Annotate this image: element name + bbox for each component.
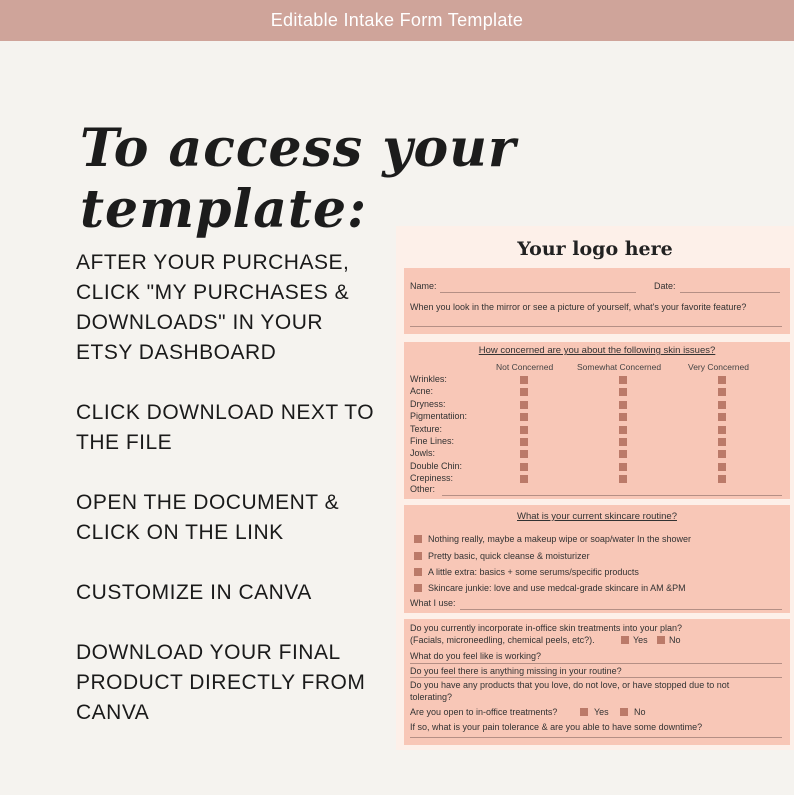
routine-option-3: A little extra: basics + some serums/specific products bbox=[428, 567, 639, 577]
routine-option-4: Skincare junkie: love and use medcal-grade skincare in AM &PM bbox=[428, 583, 686, 593]
intake-form-preview bbox=[396, 226, 794, 750]
open-to-treatments-question: Are you open to in-office treatments? bbox=[410, 707, 558, 717]
treatments-yes-checkbox[interactable] bbox=[621, 636, 629, 644]
treatments-no-checkbox[interactable] bbox=[657, 636, 665, 644]
skin-issue-checkbox[interactable] bbox=[520, 426, 528, 434]
skin-issue-checkbox[interactable] bbox=[520, 463, 528, 471]
skin-issue-label: Fine Lines: bbox=[410, 436, 455, 446]
skin-issue-checkbox[interactable] bbox=[520, 475, 528, 483]
step-5: DOWNLOAD YOUR FINAL PRODUCT DIRECTLY FROM CANVA bbox=[76, 641, 366, 724]
treatments-question-line1: Do you currently incorporate in-office skin treatments into your plan? bbox=[410, 623, 682, 633]
routine-checkbox-1[interactable] bbox=[414, 535, 422, 543]
skin-concerns-title: How concerned are you about the following skin issues? bbox=[478, 345, 716, 356]
skin-issue-checkbox[interactable] bbox=[520, 438, 528, 446]
date-label: Date: bbox=[654, 281, 676, 291]
skin-issue-label: Wrinkles: bbox=[410, 374, 447, 384]
other-label: Other: bbox=[410, 484, 436, 494]
favorite-feature-question: When you look in the mirror or see a picture of yourself, what's your favorite feature? bbox=[410, 302, 747, 312]
skin-issue-label: Pigmentatiion: bbox=[410, 411, 468, 422]
date-line bbox=[680, 292, 780, 293]
section-skincare-routine bbox=[404, 505, 790, 613]
what-i-use-line bbox=[460, 609, 782, 610]
open-yes-label: Yes bbox=[594, 707, 609, 717]
routine-checkbox-4[interactable] bbox=[414, 584, 422, 592]
missing-line bbox=[410, 677, 782, 678]
skin-issue-checkbox[interactable] bbox=[520, 413, 528, 421]
skin-issue-checkbox[interactable] bbox=[718, 376, 726, 384]
skin-issue-label: Texture: bbox=[410, 423, 443, 434]
instruction-steps bbox=[76, 248, 376, 728]
skin-issue-checkbox[interactable] bbox=[619, 388, 627, 396]
script-headline: To access your template: bbox=[80, 118, 517, 240]
skin-issue-checkbox[interactable] bbox=[718, 401, 726, 409]
skin-issue-label: Double Chin: bbox=[410, 460, 463, 471]
routine-option-2: Pretty basic, quick cleanse & moisturizer bbox=[428, 551, 590, 561]
top-banner: Editable Intake Form Template bbox=[0, 0, 794, 41]
skin-issue-checkbox[interactable] bbox=[619, 438, 627, 446]
step-3: OPEN THE DOCUMENT & CLICK ON THE LINK bbox=[76, 491, 340, 544]
skin-issue-checkbox[interactable] bbox=[718, 475, 726, 483]
col-not-concerned: Not Concerned bbox=[496, 362, 554, 372]
skin-issue-checkbox[interactable] bbox=[619, 413, 627, 421]
skin-issue-checkbox[interactable] bbox=[619, 475, 627, 483]
skin-issue-label: Dryness: bbox=[410, 398, 446, 409]
skin-issue-checkbox[interactable] bbox=[718, 450, 726, 458]
routine-option-1: Nothing really, maybe a makeup wipe or soap/water In the shower bbox=[428, 534, 691, 544]
missing-question: Do you feel there is anything missing in your routine? bbox=[410, 666, 622, 676]
open-no-label: No bbox=[634, 707, 646, 717]
other-line bbox=[442, 495, 782, 496]
step-4: CUSTOMIZE IN CANVA bbox=[76, 581, 312, 604]
section-treatments bbox=[404, 619, 790, 745]
skin-issue-label: Crepiness: bbox=[410, 473, 454, 484]
favorite-feature-line bbox=[410, 326, 782, 327]
skin-issue-checkbox[interactable] bbox=[718, 413, 726, 421]
skin-issue-label: Acne: bbox=[410, 386, 434, 397]
skin-issue-checkbox[interactable] bbox=[718, 463, 726, 471]
routine-checkbox-2[interactable] bbox=[414, 552, 422, 560]
what-i-use-label: What I use: bbox=[410, 598, 456, 608]
skin-issue-checkbox[interactable] bbox=[619, 401, 627, 409]
open-yes-checkbox[interactable] bbox=[580, 708, 588, 716]
skin-issue-checkbox[interactable] bbox=[520, 376, 528, 384]
skin-issue-checkbox[interactable] bbox=[520, 450, 528, 458]
skin-issue-checkbox[interactable] bbox=[718, 388, 726, 396]
col-somewhat-concerned: Somewhat Concerned bbox=[577, 362, 662, 372]
skin-issue-checkbox[interactable] bbox=[520, 388, 528, 396]
skin-issue-checkbox[interactable] bbox=[718, 438, 726, 446]
logo-placeholder: Your logo here bbox=[517, 238, 673, 260]
working-question: What do you feel like is working? bbox=[410, 651, 542, 661]
open-no-checkbox[interactable] bbox=[620, 708, 628, 716]
treatments-question-line2: (Facials, microneedling, chemical peels, etc?). bbox=[410, 635, 595, 645]
skin-issue-checkbox[interactable] bbox=[619, 426, 627, 434]
skin-issue-checkbox[interactable] bbox=[718, 426, 726, 434]
skin-issue-checkbox[interactable] bbox=[619, 376, 627, 384]
step-2: CLICK DOWNLOAD NEXT TO THE FILE bbox=[76, 401, 375, 454]
routine-checkbox-3[interactable] bbox=[414, 568, 422, 576]
treatments-no-label: No bbox=[669, 635, 681, 645]
working-line bbox=[410, 663, 782, 664]
section-basic-info bbox=[404, 268, 790, 334]
pain-tolerance-question: If so, what is your pain tolerance & are you able to have some downtime? bbox=[410, 722, 703, 732]
skin-issue-checkbox[interactable] bbox=[619, 463, 627, 471]
skin-issue-checkbox[interactable] bbox=[619, 450, 627, 458]
name-line bbox=[440, 292, 636, 293]
pain-tolerance-line bbox=[410, 737, 782, 738]
skin-issue-checkbox[interactable] bbox=[520, 401, 528, 409]
step-1: AFTER YOUR PURCHASE, CLICK "MY PURCHASES & DOWNLOADS" IN YOUR ETSY DASHBOARD bbox=[76, 251, 350, 364]
col-very-concerned: Very Concerned bbox=[688, 362, 749, 372]
section-skin-concerns bbox=[404, 342, 790, 499]
name-label: Name: bbox=[410, 281, 437, 291]
treatments-yes-label: Yes bbox=[633, 635, 648, 645]
skin-issue-label: Jowls: bbox=[410, 448, 436, 459]
routine-title: What is your current skincare routine? bbox=[517, 511, 677, 522]
products-question-line2: tolerating? bbox=[410, 692, 453, 702]
products-question-line1: Do you have any products that you love, do not love, or have stopped due to not bbox=[410, 680, 730, 690]
